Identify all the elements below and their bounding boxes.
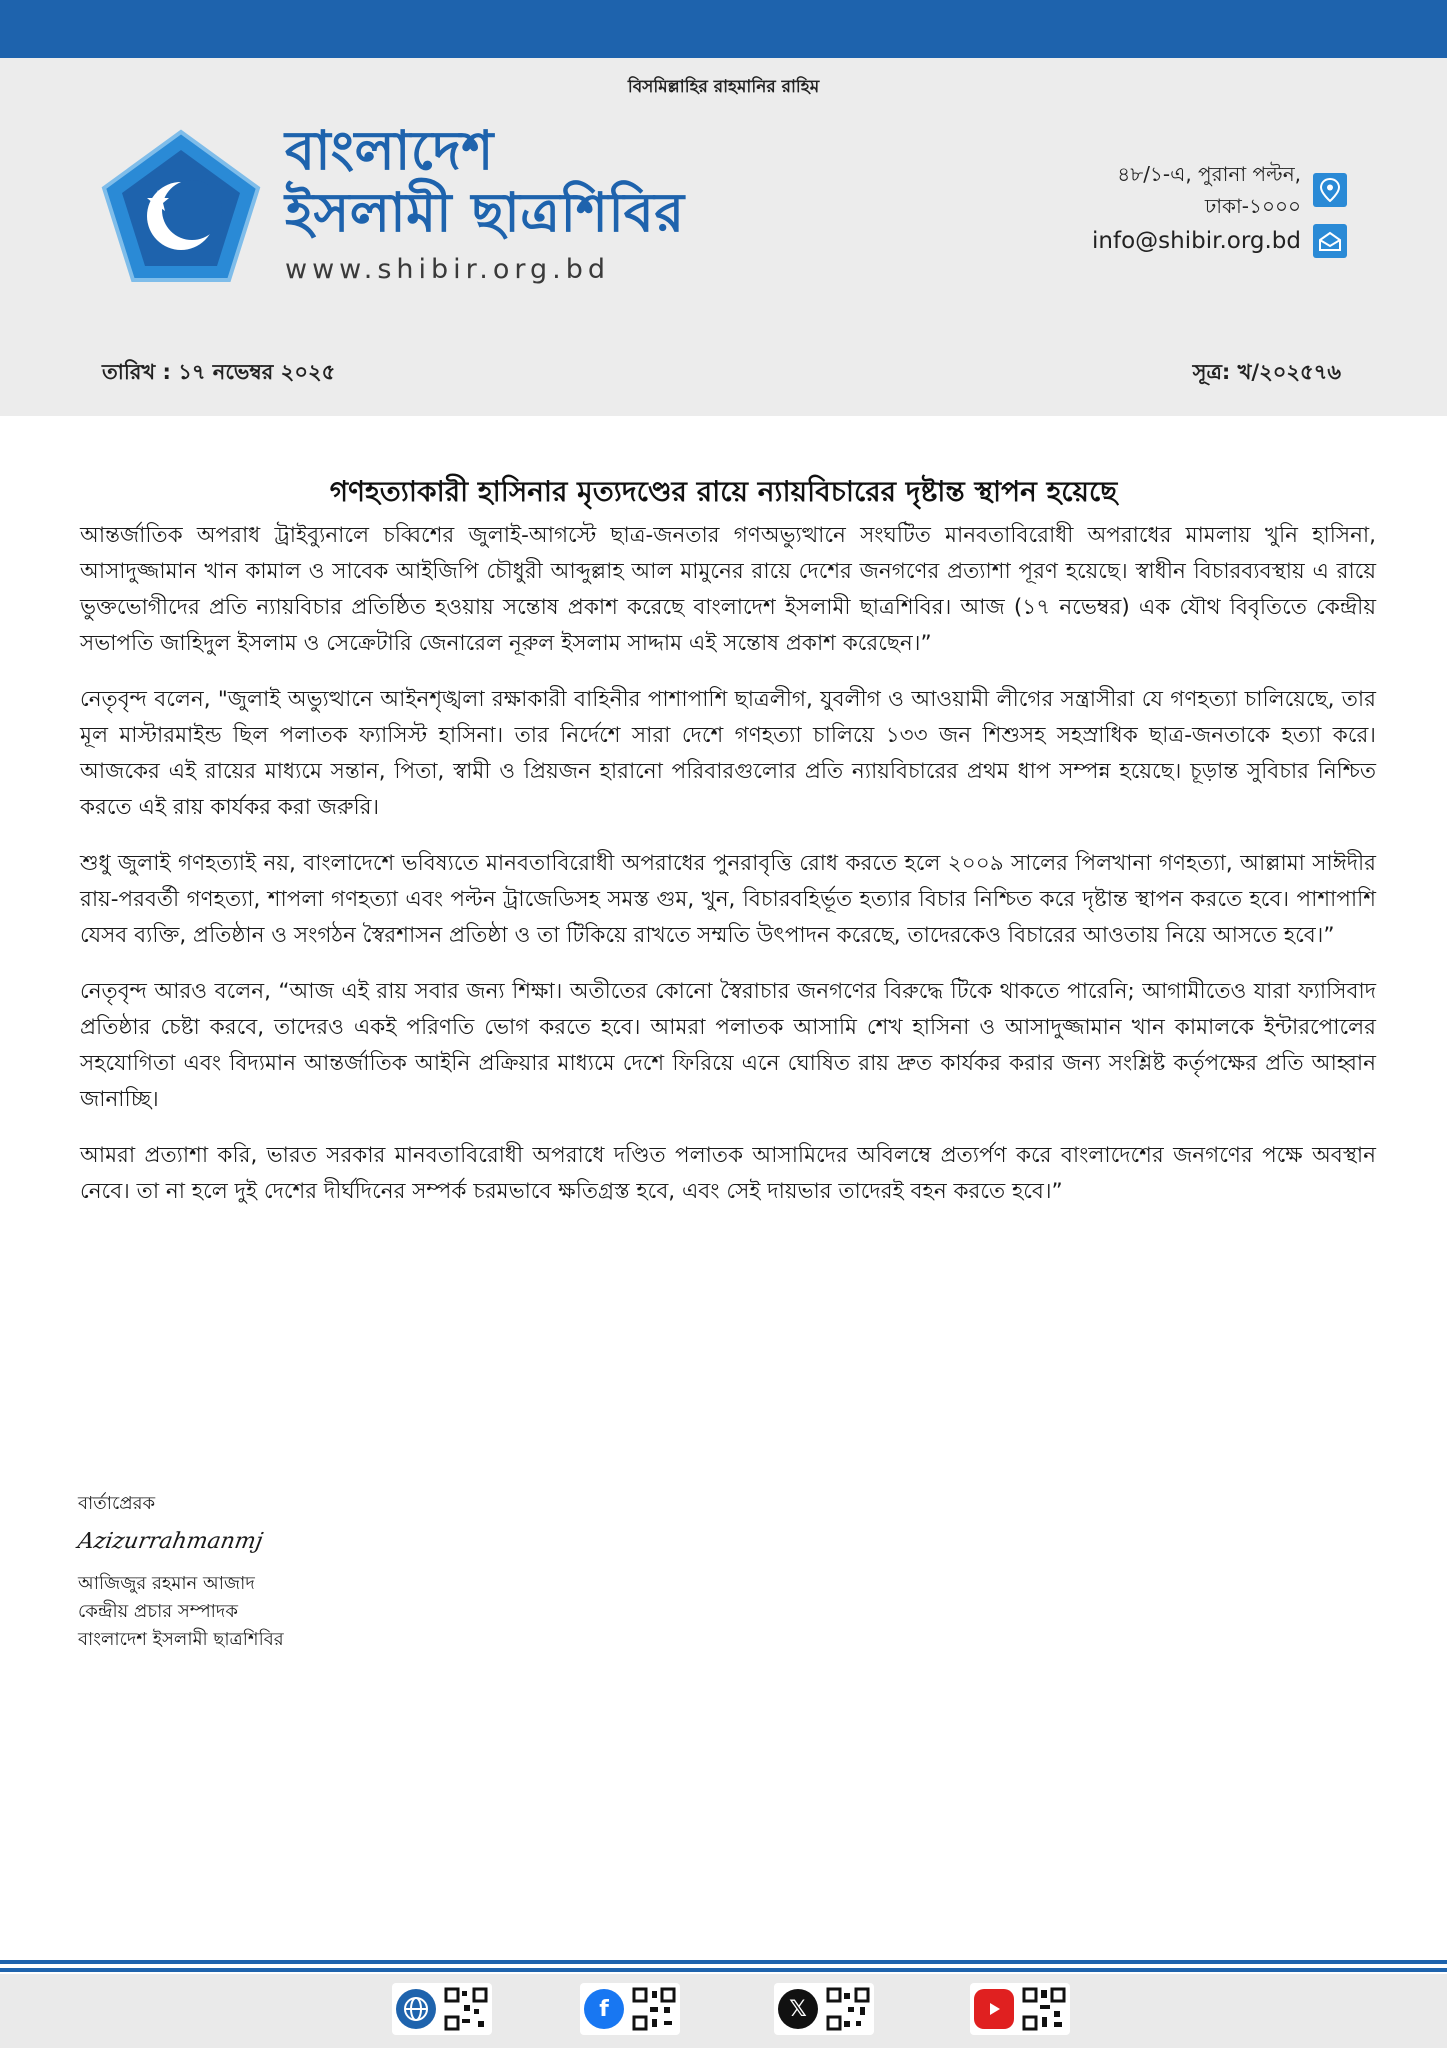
headline: গণহত্যাকারী হাসিনার মৃত্যদণ্ডের রায়ে ন্যায়বিচারের দৃষ্টান্ত স্থাপন হয়েছে — [329, 475, 1118, 508]
paragraph: নেতৃবৃন্দ আরও বলেন, “আজ এই রায় সবার জন্য শিক্ষা। অতীতের কোনো স্বৈরাচার জনগণের বিরুদ্ধে টিকে থাকতে পারেনি; আগামীতেও যারা ফ্যাসিবাদ প্রতিষ্ঠার চেষ্টা করবে, তাদেরও একই পরিণতি ভোগ করতে হবে। আমরা পলাতক আসামি শেখ হাসিনা ও আসাদুজ্জামান খান কামালকে ইন্টারপোলের সহযোগিতা এবং বিদ্যমান আন্তর্জাতিক আইনি প্রক্রিয়ার মাধ্যমে দেশে ফিরিয়ে এনে ঘোষিত রায় দ্রুত কার্যকর করার জন্য সংশ্লিষ্ট কর্তৃপক্ষের প্রতি আহ্বান জানাচ্ছি। — [80, 979, 1376, 1112]
logo-icon — [100, 128, 262, 290]
organization-name — [285, 120, 685, 244]
facebook-icon: f — [584, 1989, 624, 2029]
social-facebook[interactable] — [580, 1983, 680, 2035]
press-release-body — [80, 518, 1376, 1230]
footer — [0, 1974, 1447, 2048]
qr-code-icon — [444, 1987, 488, 2031]
paragraph: শুধু জুলাই গণহত্যাই নয়, বাংলাদেশে ভবিষ্যতে মানবতাবিরোধী অপরাধের পুনরাবৃত্তি রোধ করতে হলে ২০০৯ সালের পিলখানা গণহত্যা, আল্লামা সাঈদীর রায়-পরবর্তী গণহত্যা, শাপলা গণহত্যা এবং পল্টন ট্রাজেডিসহ সমস্ত গুম, খুন, বিচারবহির্ভূত হত্যার বিচার নিশ্চিত করে দৃষ্টান্ত স্থাপন করতে হবে। পাশাপাশি যেসব ব্যক্তি, প্রতিষ্ঠান ও সংগঠন স্বৈরশাসন প্রতিষ্ঠা ও তা টিকিয়ে রাখতে সম্মতি উৎপাদন করেছে, তাদেরকেও বিচারের আওতায় নিয়ে আসতে হবে।” — [80, 851, 1376, 948]
email-link[interactable]: info@shibir.org.bd — [1092, 228, 1301, 254]
social-youtube[interactable] — [970, 1983, 1070, 2035]
paragraph: আমরা প্রত্যাশা করি, ভারত সরকার মানবতাবিরোধী অপরাধে দণ্ডিত পলাতক আসামিদের অবিলম্বে প্রত্যর্পণ করে বাংলাদেশের জনগণের পক্ষে অবস্থান নেবে। তা না হলে দুই দেশের দীর্ঘদিনের সম্পর্ক চরমভাবে ক্ষতিগ্রস্ত হবে, এবং সেই দায়ভার তাদেরই বহন করতে হবে।” — [80, 1143, 1376, 1204]
mail-icon — [1313, 224, 1347, 258]
x-icon: 𝕏 — [778, 1989, 818, 2029]
signature-block — [75, 1490, 284, 1654]
footer-divider — [0, 1968, 1447, 1972]
handwritten-signature: Azizurrahmanmj — [75, 1529, 265, 1554]
paragraph: নেতৃবৃন্দ বলেন, "জুলাই অভ্যুত্থানে আইনশৃঙ্খলা রক্ষাকারী বাহিনীর পাশাপাশি ছাত্রলীগ, যুবলীগ ও আওয়ামী লীগের সন্ত্রাসীরা যে গণহত্যা চালিয়েছে, তার মূল মাস্টারমাইন্ড ছিল পলাতক ফ্যাসিস্ট হাসিনা। তার নির্দেশে সারা দেশে গণহত্যা চালিয়ে ১৩৩ জন শিশুসহ সহস্রাধিক ছাত্র-জনতাকে হত্যা করে। আজকের এই রায়ের মাধ্যমে সন্তান, পিতা, স্বামী ও প্রিয়জন হারানো পরিবারগুলোর প্রতি ন্যায়বিচারের প্রথম ধাপ সম্পন্ন হয়েছে। চূড়ান্ত সুবিচার নিশ্চিত করতে এই রায় কার্যকর করা জরুরি। — [80, 687, 1376, 820]
paragraph: আন্তর্জাতিক অপরাধ ট্রাইব্যুনালে চব্বিশের জুলাই-আগস্টে ছাত্র-জনতার গণঅভ্যুত্থানে সংঘটিত মানবতাবিরোধী অপরাধের মামলায় খুনি হাসিনা, আসাদুজ্জামান খান কামাল ও সাবেক আইজিপি চৌধুরী আব্দুল্লাহ আল মামুনের রায়ে দেশের জনগণের প্রত্যাশা পূরণ হয়েছে। স্বাধীন বিচারব্যবস্থায় এ রায়ে ভুক্তভোগীদের প্রতি ন্যায়বিচার প্রতিষ্ঠিত হওয়ায় সন্তোষ প্রকাশ করেছে বাংলাদেশ ইসলামী ছাত্রশিবির। আজ (১৭ নভেম্বর) এক যৌথ বিবৃতিতে কেন্দ্রীয় সভাপতি জাহিদুল ইসলাম ও সেক্রেটারি জেনারেল নূরুল ইসলাম সাদ্দাম এই সন্তোষ প্রকাশ করেছেন।” — [80, 523, 1376, 656]
website-link[interactable]: www.shibir.org.bd — [285, 254, 611, 285]
social-website[interactable] — [392, 1983, 492, 2035]
reference-number: সূত্র: খ/২০২৫৭৬ — [1192, 360, 1341, 384]
address-line2: ঢাকা-১০০০ — [1204, 194, 1301, 218]
qr-code-icon — [826, 1987, 870, 2031]
qr-code-icon — [632, 1987, 676, 2031]
qr-code-icon — [1022, 1987, 1066, 2031]
contact-block — [1092, 158, 1347, 258]
youtube-icon — [974, 1989, 1014, 2029]
sender-label: বার্তাপ্রেরক — [78, 1493, 156, 1514]
bismillah: বিসমিল্লাহির রাহমানির রাহিম — [627, 77, 820, 97]
organization-name-line1: বাংলাদেশ — [285, 119, 494, 182]
sender-name: আজিজুর রহমান আজাদ — [78, 1573, 255, 1594]
date-label: তারিখ : ১৭ নভেম্বর ২০২৫ — [102, 360, 336, 384]
letterhead — [0, 58, 1447, 416]
social-x[interactable] — [774, 1983, 874, 2035]
footer-divider — [0, 1960, 1447, 1964]
location-pin-icon — [1313, 173, 1347, 207]
sender-title: কেন্দ্রীয় প্রচার সম্পাদক — [78, 1601, 238, 1622]
address-line1: ৪৮/১-এ, পুরানা পল্টন, — [1117, 162, 1301, 186]
organization-name-line2: ইসলামী ছাত্রশিবির — [285, 181, 685, 244]
top-bar — [0, 0, 1447, 58]
globe-icon — [396, 1989, 436, 2029]
sender-organization: বাংলাদেশ ইসলামী ছাত্রশিবির — [78, 1629, 284, 1650]
